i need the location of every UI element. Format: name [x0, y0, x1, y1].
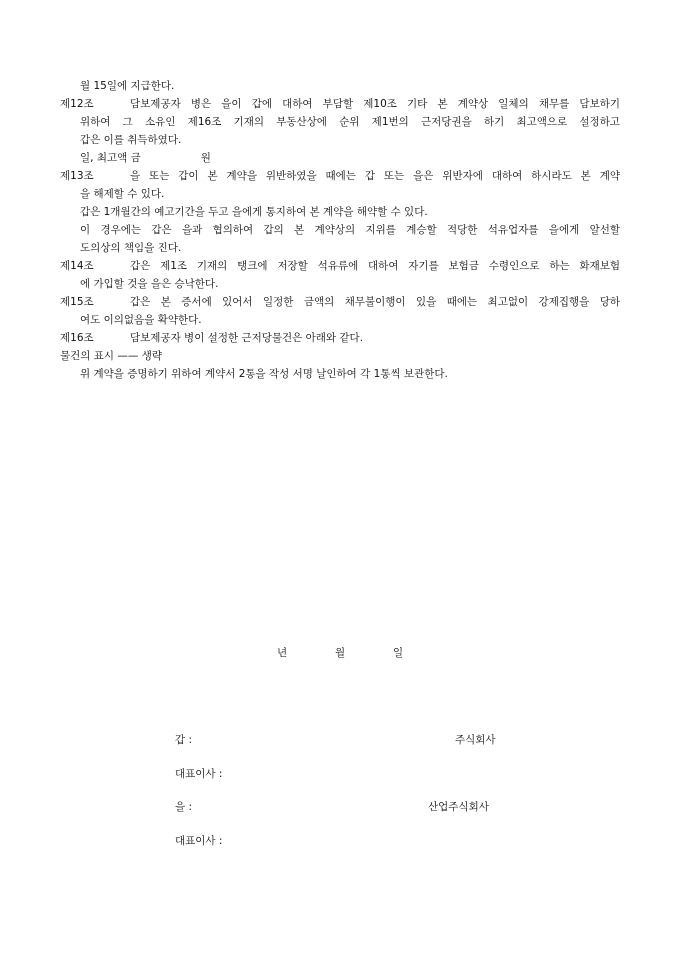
- continuation-line: 월 15일에 지급한다.: [80, 80, 175, 92]
- date-day: 일: [393, 647, 404, 659]
- article-12-number: 제12조: [60, 98, 94, 110]
- article-12-line-4: 일, 최고액 금 원: [80, 152, 211, 164]
- party-b-representative: 대표이사 :: [175, 835, 223, 847]
- property-description: 물건의 표시 —— 생략: [60, 350, 163, 362]
- article-12-line-3: 갑은 이를 취득하였다.: [80, 134, 182, 146]
- article-13-line-4: 이 경우에는 갑은 을과 협의하여 갑의 본 계약상의 지위를 계승할 적당한 석유업자를 을에게 알선할: [80, 224, 620, 236]
- closing-statement: 위 계약을 증명하기 위하여 계약서 2통을 작성 서명 날인하여 각 1통씩 보관한다.: [80, 368, 448, 380]
- article-14-number: 제14조: [60, 260, 94, 272]
- party-a-representative: 대표이사 :: [175, 768, 223, 780]
- party-a-company: 주식회사: [455, 734, 496, 746]
- article-15-number: 제15조: [60, 296, 94, 308]
- article-13-line-1: 을 또는 갑이 본 계약을 위반하였을 때에는 갑 또는 을은 위반자에 대하여 하시라도 본 계약: [130, 170, 620, 182]
- date-month: 월: [335, 647, 346, 659]
- party-a-label: 갑 :: [175, 734, 193, 746]
- party-b-company: 산업주식회사: [428, 801, 489, 813]
- article-13-line-2: 을 해제할 수 있다.: [80, 188, 165, 200]
- article-13-number: 제13조: [60, 170, 94, 182]
- article-12-line-1: 담보제공자 병은 을이 갑에 대하여 부담할 제10조 기타 본 계약상 일체의 채무를 담보하기: [130, 98, 620, 110]
- article-15-line-1: 갑은 본 증서에 있어서 일정한 금액의 채무불이행이 있을 때에는 최고없이 강제집행을 당하: [130, 296, 620, 308]
- article-13-line-3: 갑은 1개월간의 예고기간을 두고 을에게 통지하여 본 계약을 해약할 수 있다.: [80, 206, 428, 218]
- article-13-line-5: 도의상의 책임을 진다.: [80, 242, 182, 254]
- article-14-line-2: 에 가입할 것을 을은 승낙한다.: [80, 278, 219, 290]
- date-year: 년: [277, 647, 288, 659]
- party-b-label: 을 :: [175, 801, 193, 813]
- article-16-line-1: 담보제공자 병이 설정한 근저당물건은 아래와 같다.: [130, 332, 364, 344]
- article-15-line-2: 여도 이의없음을 확약한다.: [80, 314, 202, 326]
- article-14-line-1: 갑은 제1조 기재의 탱크에 저장할 석유류에 대하여 자기를 보험금 수령인으로 하는 화재보험: [130, 260, 620, 272]
- article-12-line-2: 위하여 그 소유인 제16조 기재의 부동산상에 순위 제1번의 근저당권을 하기 최고액으로 설정하고: [80, 116, 620, 128]
- article-16-number: 제16조: [60, 332, 94, 344]
